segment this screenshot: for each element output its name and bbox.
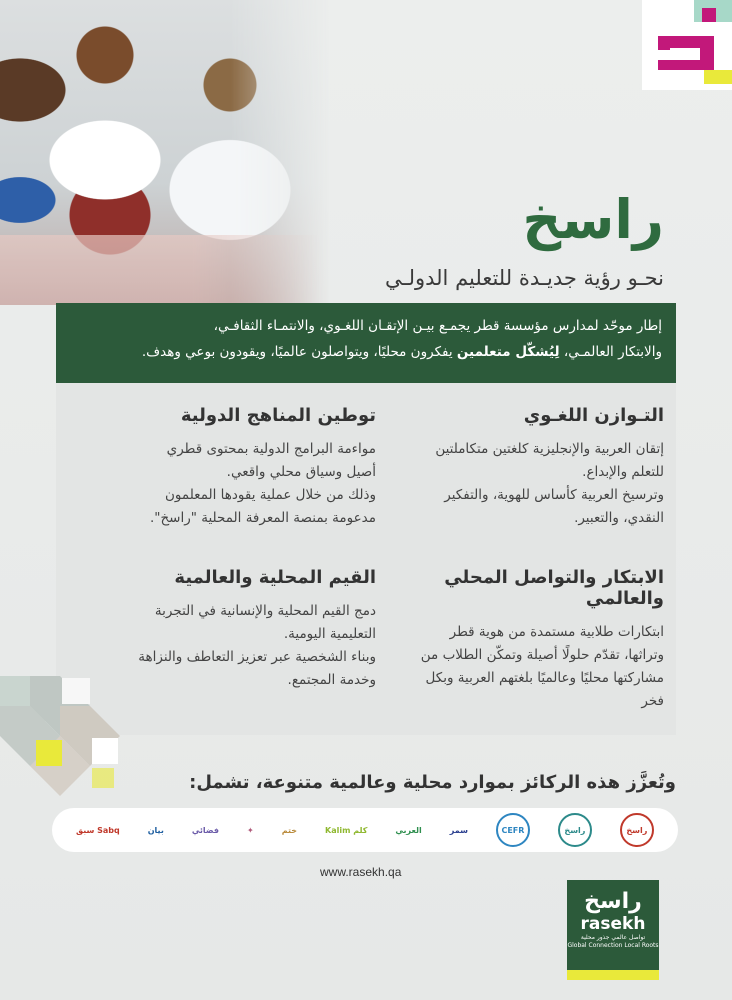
pillar-linguistic-balance [384,405,664,530]
resources-heading: وتُعزَّز هذه الركائز بموارد محلية وعالمية متنوعة، تشمل: [189,772,676,793]
partner-logo-bayan-icon: بيان [147,825,164,835]
rasekh-logo-sub-ar: تواصل عالمي جذور محلية [580,934,646,941]
brand-title: راسخ [522,188,664,251]
banner-line-2-bold: لِيُشكّل متعلمين [456,344,560,360]
pillar-title: القيم المحلية والعالمية [174,567,376,588]
partner-logo-kalim-icon: Kalim كلم [325,825,368,835]
partner-logo-samar-icon: سمر [449,825,468,835]
qf-corner-logo-icon [642,0,732,90]
banner-line-2-start: والابتكار العالمـي، [559,344,662,360]
partner-logo-khatam-icon: ختم [281,825,298,835]
partner-logo-sabq-icon: سبق Sabq [75,825,120,835]
banner-line-1: إطار موحّد لمدارس مؤسسة قطر يجمـع بيـن الإتقـان اللغـوي، والانتمـاء الثقافـي، [213,318,662,334]
partner-logo-rasekh-teal-icon: راسخ [558,813,592,847]
rasekh-logo-arabic: راسخ [584,889,642,914]
partner-logo-arabi-icon: العربي [395,825,422,835]
intro-banner [56,303,676,383]
rasekh-logo-sub-en: Global Connection Local Roots [567,942,659,949]
pillar-line: إتقان العربية والإنجليزية كلغتين متكاملتين [435,441,664,457]
pillar-line: وخدمة المجتمع. [287,672,376,688]
pillar-text [96,600,376,692]
pillar-title: توطين المناهج الدولية [180,405,376,426]
pillar-text [96,438,376,530]
pillar-line: للتعلم والإبداع. [582,464,664,480]
pillar-line: النقدي، والتعبير. [574,510,664,526]
website-link[interactable]: www.rasekh.qa [320,865,402,879]
partner-logo-fadaei-icon: فضائي [191,825,220,835]
pillar-curriculum-localization [96,405,376,530]
pillar-title: الابتكار والتواصل المحلي والعالمي [444,567,664,609]
pillar-line: مشاركتها محليًا وعالميًا بلغتهم العربية وبكل [425,670,664,686]
geometric-decoration-icon [0,676,130,806]
pillar-line: وتراثها، تقدّم حلولًا أصيلة وتمكّن الطلاب من [420,647,664,663]
pillar-line: وذلك من خلال عملية يقودها المعلمون [165,487,376,503]
banner-line-2-end: يفكرون محليًا، ويتواصلون عالميًا، ويقودون بوعي وهدف. [141,344,457,360]
partner-logos-strip [52,808,678,852]
rasekh-logo [567,880,659,970]
pillar-line: أصيل وسياق محلي واقعي. [226,464,376,480]
pillar-local-global-values [96,567,376,692]
pillar-line: مدعومة بمنصة المعرفة المحلية "راسخ". [149,510,376,526]
partner-logo-rasekh-red-icon: راسخ [620,813,654,847]
partner-logo-star-icon: ✦ [247,825,254,835]
banner-line-2 [66,339,662,365]
partner-logo-cefr-icon: CEFR [496,813,530,847]
pillar-innovation-connection [384,567,664,713]
pillar-line: مواءمة البرامج الدولية بمحتوى قطري [166,441,376,457]
pillar-title: التـوازن اللغـوي [523,405,664,426]
pillar-line: وبناء الشخصية عبر تعزيز التعاطف والنزاهة [138,649,376,665]
pillar-line: فخر [641,693,664,709]
pillar-line: التعليمية اليومية. [283,626,376,642]
pillar-line: وترسيخ العربية كأساس للهوية، والتفكير [444,487,664,503]
pillar-text [384,621,664,713]
rasekh-logo-english: rasekh [580,914,646,934]
pillar-text [384,438,664,530]
pillar-line: ابتكارات طلابية مستمدة من هوية قطر [449,624,664,640]
pillar-line: دمج القيم المحلية والإنسانية في التجربة [154,603,376,619]
rasekh-logo-yellow-bar [567,970,659,980]
tagline: نحـو رؤية جديـدة للتعليم الدولـي [384,266,664,290]
hero-photo-table [0,235,320,305]
